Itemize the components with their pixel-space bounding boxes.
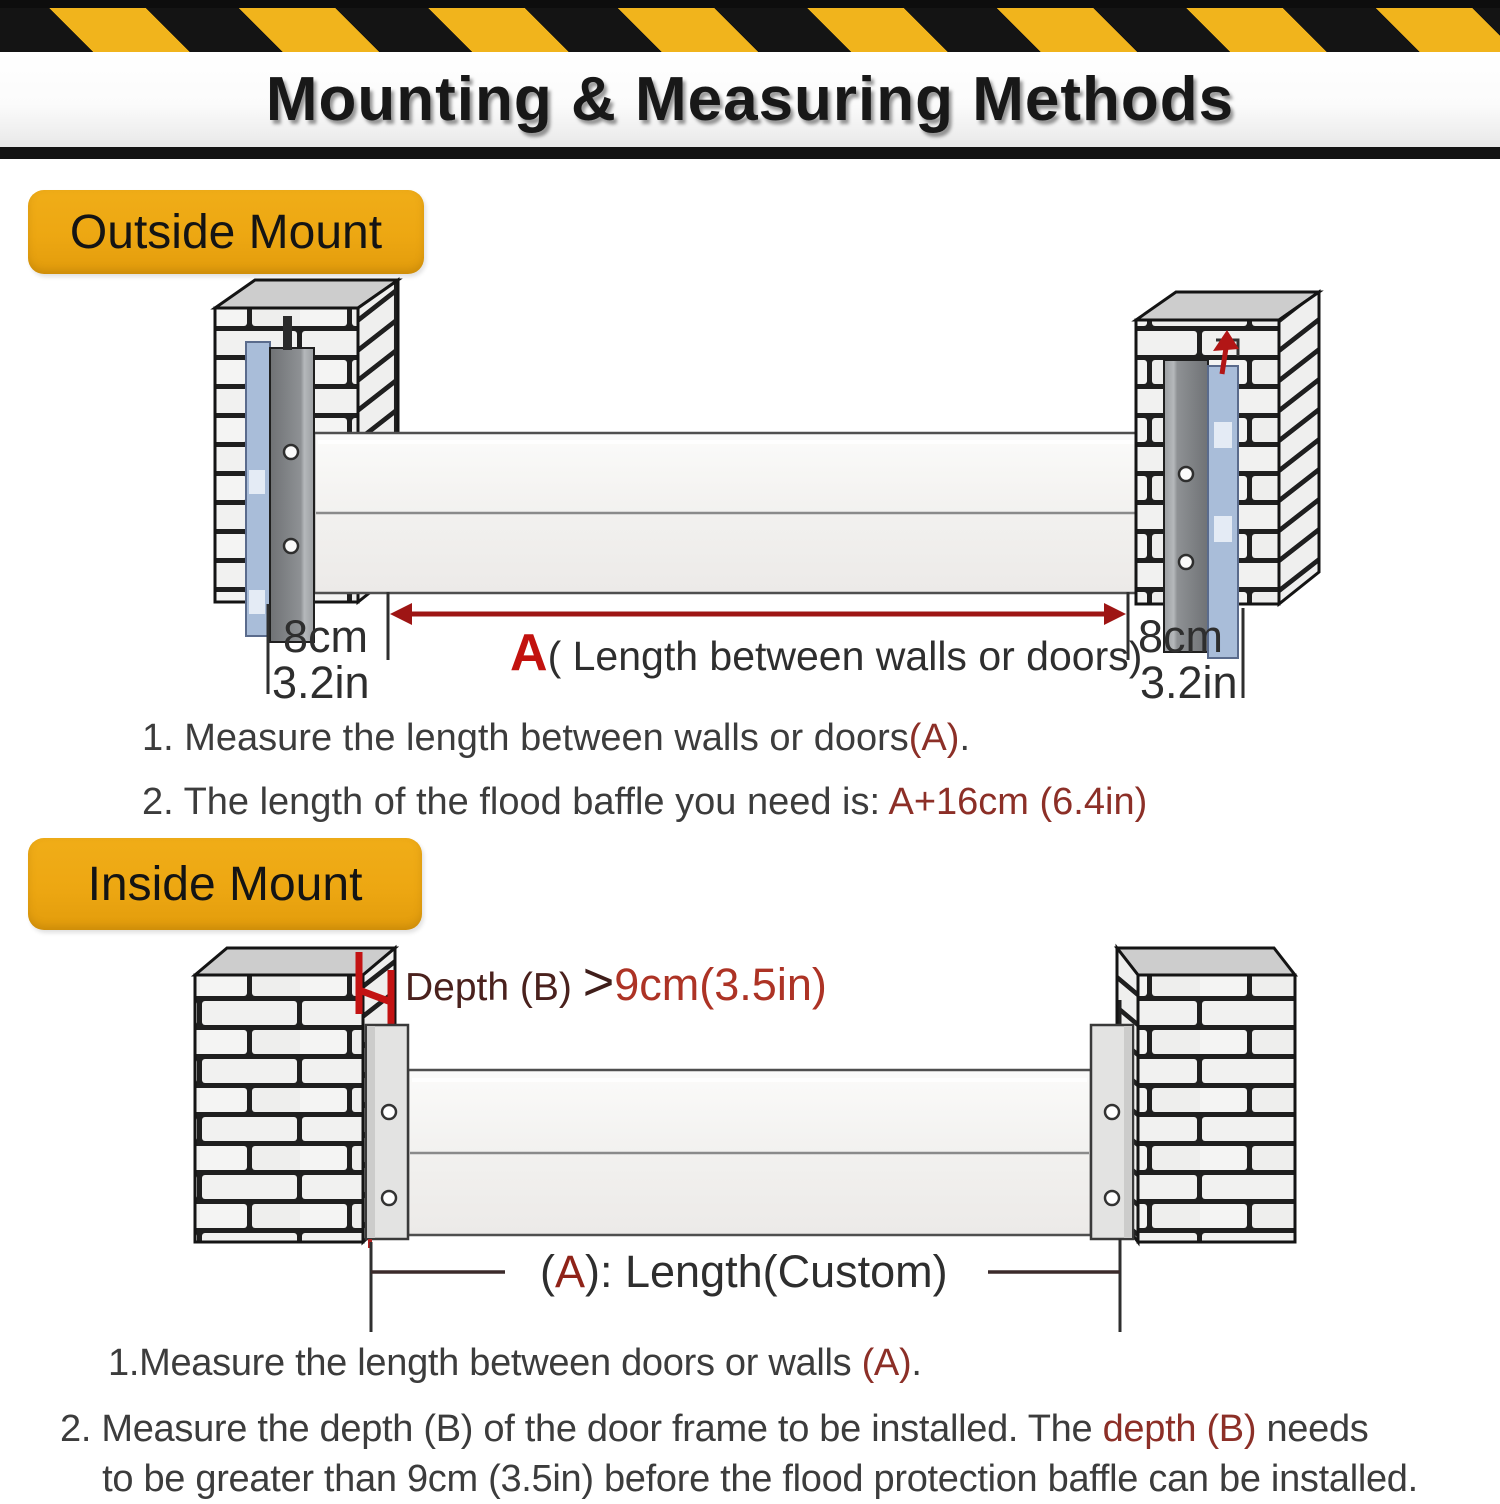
screw-hole	[1179, 555, 1193, 569]
right-channel-bracket	[1091, 1025, 1133, 1239]
outside-step-1: 1. Measure the length between walls or doors(A).	[142, 717, 970, 759]
right-brick-pillar	[1117, 948, 1295, 1242]
inside-step-2: 2. Measure the depth (B) of the door frame to be installed. The depth (B) needs	[60, 1408, 1369, 1450]
left-offset-in: 3.2in	[272, 657, 370, 708]
page-title: Mounting & Measuring Methods	[265, 65, 1235, 134]
inside-step-1: 1.Measure the length between doors or walls (A).	[108, 1342, 922, 1384]
hazard-stripe-band	[0, 8, 1500, 52]
mounting-bracket	[1164, 360, 1208, 652]
outside-mount-badge	[28, 190, 424, 274]
pillar-front-face	[1138, 975, 1295, 1242]
outside-step-2: 2. The length of the flood baffle you need is: A+16cm (6.4in)	[142, 781, 1148, 823]
screw-hole	[284, 445, 298, 459]
inside-mount-diagram	[0, 940, 1500, 1340]
header-divider-bar	[0, 147, 1500, 159]
flood-barrier-panel	[314, 433, 1168, 593]
span-length-label: A( Length between walls or doors)	[510, 624, 1143, 682]
flood-barrier-panel	[408, 1070, 1091, 1235]
inside-instructions	[50, 1338, 1470, 1504]
top-edge-bar	[0, 0, 1500, 8]
outside-instructions	[142, 712, 1392, 840]
mounting-bracket	[270, 348, 314, 642]
screw-hole	[1179, 467, 1193, 481]
left-channel-bracket	[366, 1025, 408, 1248]
left-offset-cm: 8cm	[283, 611, 369, 662]
pillar-side-face	[1279, 292, 1319, 604]
pillar-top-face	[1117, 948, 1295, 975]
inside-step-2-continued: to be greater than 9cm (3.5in) before the flood protection baffle can be installed.	[102, 1458, 1418, 1500]
depth-requirement-label: Depth (B) >9cm(3.5in)	[405, 952, 827, 1012]
right-offset-in: 3.2in	[1140, 657, 1238, 708]
screw-hole	[284, 539, 298, 553]
inside-mount-badge	[28, 838, 422, 930]
left-mounting-assembly	[246, 316, 314, 642]
outside-mount-diagram	[0, 270, 1500, 708]
pillar-front-face	[195, 975, 363, 1242]
length-measurement	[371, 1239, 1120, 1332]
anchor-pin	[283, 316, 292, 350]
custom-length-label: (A): Length(Custom)	[540, 1246, 948, 1297]
screw-hole	[382, 1191, 396, 1205]
inside-mount-badge-label: Inside Mount	[87, 857, 363, 911]
screw-hole	[1105, 1105, 1119, 1119]
outside-mount-badge-label: Outside Mount	[69, 205, 383, 259]
pillar-top-face	[195, 948, 395, 975]
screw-hole	[382, 1105, 396, 1119]
span-arrow	[390, 603, 1126, 625]
right-offset-cm: 8cm	[1138, 611, 1224, 662]
width-measurement	[268, 592, 1243, 708]
screw-hole	[1105, 1191, 1119, 1205]
right-mounting-assembly	[1164, 330, 1239, 658]
title-band	[0, 52, 1500, 147]
